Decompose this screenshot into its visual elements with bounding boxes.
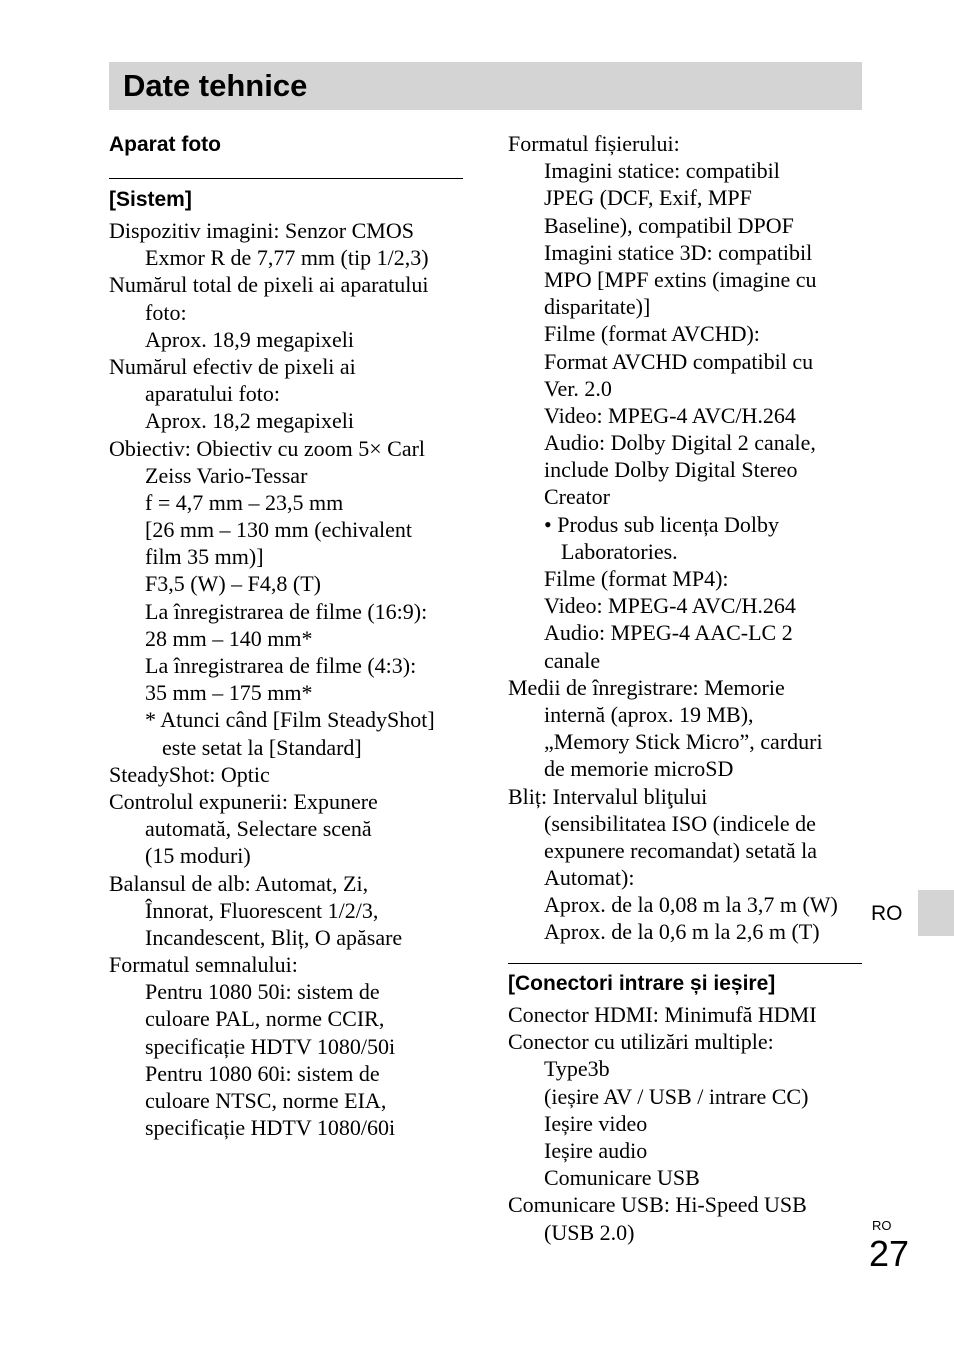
spec-line: „Memory Stick Micro”, carduri — [544, 729, 823, 755]
page-number: 27 — [869, 1233, 910, 1274]
spec-line: Video: MPEG-4 AVC/H.264 — [544, 593, 796, 619]
spec-line: Incandescent, Bliț, O apăsare — [145, 924, 403, 950]
spec-line: Balansul de alb: Automat, Zi, — [109, 870, 369, 896]
page-title: Date tehnice — [123, 68, 308, 103]
spec-line: La înregistrarea de filme (4:3): — [145, 653, 417, 678]
spec-line: Conector HDMI: Minimufă HDMI — [508, 1002, 817, 1027]
spec-line: Format AVCHD compatibil cu — [544, 348, 814, 374]
spec-line: SteadyShot: Optic — [109, 761, 270, 787]
spec-line: (USB 2.0) — [544, 1219, 635, 1245]
spec-line: Imagini statice: compatibil — [544, 158, 780, 184]
spec-line: Imagini statice 3D: compatibil — [544, 239, 813, 265]
right-subheading: [Conectori intrare și ieșire] — [508, 972, 776, 995]
spec-line: Obiectiv: Obiectiv cu zoom 5× Carl — [109, 435, 426, 461]
spec-line: canale — [544, 647, 601, 673]
spec-line: Creator — [544, 484, 610, 510]
spec-line: Video: MPEG-4 AVC/H.264 — [544, 402, 796, 428]
spec-line: foto: — [145, 299, 187, 325]
spec-line: Bliț: Intervalul bliţului — [508, 783, 708, 809]
spec-line: internă (aprox. 19 MB), — [544, 701, 754, 727]
spec-line: Numărul total de pixeli ai aparatului — [109, 272, 429, 298]
spec-line: Filme (format MP4): — [544, 566, 729, 591]
spec-line: de memorie microSD — [544, 756, 734, 782]
language-side-tab — [918, 890, 954, 936]
spec-line: automată, Selectare scenă — [145, 816, 372, 842]
spec-line: Type3b — [544, 1056, 610, 1082]
spec-line: Aprox. 18,9 megapixeli — [145, 326, 354, 352]
spec-line: culoare NTSC, norme EIA, — [145, 1088, 387, 1113]
spec-line: Numărul efectiv de pixeli ai — [109, 353, 356, 379]
spec-line: Baseline), compatibil DPOF — [544, 212, 794, 238]
spec-line: Formatul semnalului: — [109, 952, 298, 978]
spec-line: [26 mm – 130 mm (echivalent — [145, 517, 412, 543]
left-spec-list — [109, 217, 479, 1141]
spec-line: (15 moduri) — [145, 843, 251, 869]
spec-line: 28 mm – 140 mm* — [145, 625, 313, 651]
title-bar — [109, 62, 862, 110]
spec-line: Comunicare USB — [544, 1165, 700, 1191]
spec-line: Ieșire video — [544, 1110, 648, 1136]
section-heading: Aparat foto — [109, 133, 221, 156]
spec-line: 35 mm – 175 mm* — [145, 680, 313, 706]
spec-line: Aprox. 18,2 megapixeli — [145, 408, 354, 434]
spec-line: F3,5 (W) – F4,8 (T) — [145, 571, 321, 597]
spec-line: Aprox. de la 0,08 m la 3,7 m (W) — [544, 892, 838, 918]
spec-line: Comunicare USB: Hi-Speed USB — [508, 1192, 807, 1218]
spec-line: aparatului foto: — [145, 381, 281, 407]
spec-line: Exmor R de 7,77 mm (tip 1/2,3) — [145, 245, 429, 271]
spec-line: specificație HDTV 1080/60i — [145, 1115, 396, 1141]
spec-line: Ieșire audio — [544, 1137, 648, 1163]
language-tab-label: RO — [871, 902, 903, 925]
spec-line: este setat la [Standard] — [162, 734, 362, 760]
spec-line: * Atunci când [Film SteadyShot] — [145, 707, 435, 733]
spec-line: MPO [MPF extins (imagine cu — [544, 266, 817, 292]
spec-line: Formatul fișierului: — [508, 131, 680, 156]
spec-line: Filme (format AVCHD): — [544, 321, 760, 347]
spec-line: include Dolby Digital Stereo — [544, 457, 798, 483]
spec-line: disparitate)] — [544, 294, 651, 320]
spec-line: (ieșire AV / USB / intrare CC) — [544, 1083, 809, 1109]
spec-line: Dispozitiv imagini: Senzor CMOS — [109, 218, 414, 243]
spec-line: film 35 mm)] — [145, 544, 264, 570]
spec-line: Ver. 2.0 — [544, 375, 612, 401]
spec-line: Înnorat, Fluorescent 1/2/3, — [145, 897, 379, 923]
spec-line: specificație HDTV 1080/50i — [145, 1033, 396, 1059]
spec-line: Conector cu utilizări multiple: — [508, 1029, 774, 1055]
divider-left — [109, 178, 463, 179]
spec-line: Controlul expunerii: Expunere — [109, 788, 378, 814]
spec-line: Audio: MPEG-4 AAC-LC 2 — [544, 620, 793, 646]
spec-line: culoare PAL, norme CCIR, — [145, 1006, 385, 1032]
spec-line: Audio: Dolby Digital 2 canale, — [544, 430, 816, 456]
spec-line: • Produs sub licența Dolby — [544, 511, 780, 537]
spec-line: La înregistrarea de filme (16:9): — [145, 598, 428, 624]
spec-line: Pentru 1080 50i: sistem de — [145, 979, 380, 1005]
spec-line: Automat): — [544, 865, 635, 891]
spec-line: Laboratories. — [561, 538, 678, 564]
divider-right — [508, 963, 862, 964]
spec-line: JPEG (DCF, Exif, MPF — [544, 185, 752, 211]
right-spec-list-top — [508, 130, 878, 946]
spec-line: Zeiss Vario-Tessar — [145, 462, 308, 488]
spec-line: Pentru 1080 60i: sistem de — [145, 1060, 380, 1086]
footer-language: RO — [872, 1218, 892, 1233]
left-subheading: [Sistem] — [109, 188, 192, 211]
spec-line: f = 4,7 mm – 23,5 mm — [145, 489, 344, 515]
spec-line: (sensibilitatea ISO (indicele de — [544, 810, 816, 836]
spec-line: Medii de înregistrare: Memorie — [508, 674, 785, 700]
spec-line: Aprox. de la 0,6 m la 2,6 m (T) — [544, 919, 820, 945]
right-spec-list-bottom — [508, 1001, 878, 1246]
spec-line: expunere recomandat) setată la — [544, 837, 818, 863]
